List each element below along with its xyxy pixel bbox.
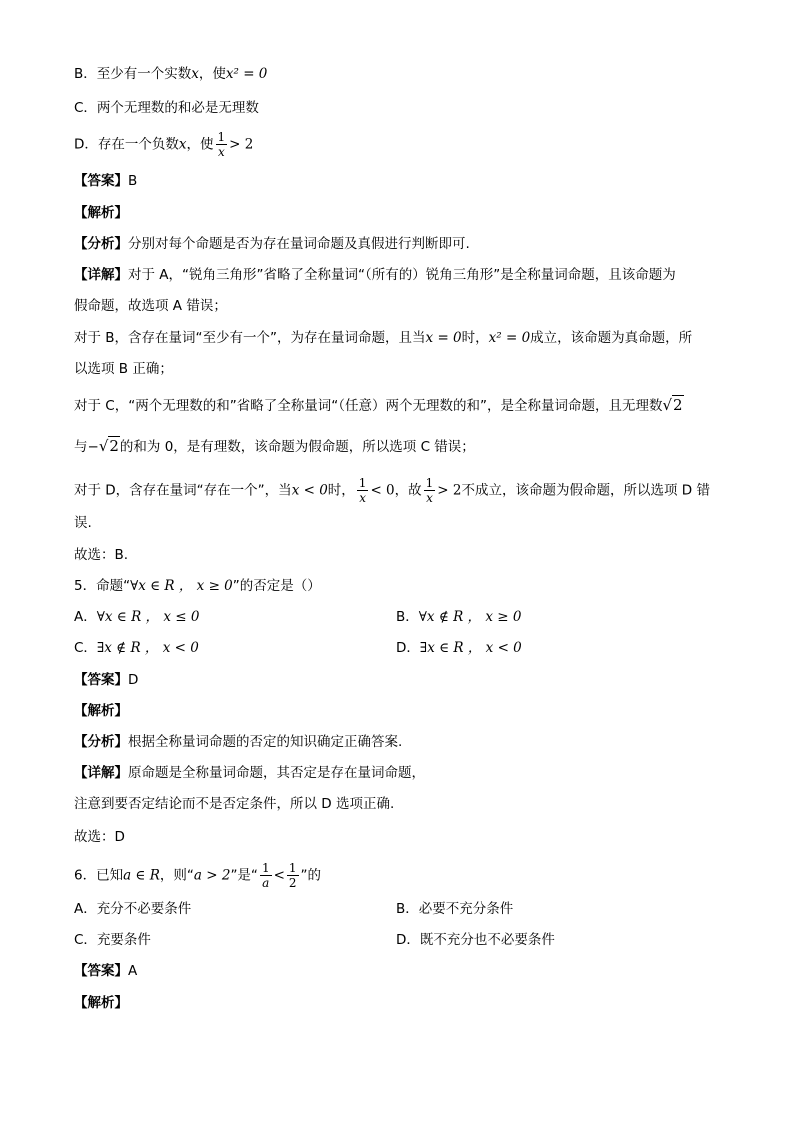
option-d <box>74 130 253 159</box>
q6-option-c <box>74 930 151 950</box>
fraction-denominator: 2 <box>288 876 297 890</box>
text: 的和为 0，是有理数，该命题为假命题，所以选项 C 错误； <box>119 439 475 455</box>
fraction-denominator: x <box>359 491 366 505</box>
q6-option-a <box>74 899 191 919</box>
text: 时， <box>461 330 489 346</box>
fraction-numerator: 1 <box>358 476 367 490</box>
math-expr: ∃x ∈ R ， x < 0 <box>419 640 522 656</box>
fraction-denominator: x <box>426 491 433 505</box>
option-label: D． <box>396 640 420 656</box>
fraction-denominator: x <box>217 145 225 159</box>
detail-text: 对于 A，“锐角三角形”省略了全称量词“（所有的）锐角三角形”是全称量词命题，且该命题为 <box>128 267 676 283</box>
minus-sign: − <box>87 439 99 455</box>
math-var: x <box>178 136 187 153</box>
option-text: 既不充分也不必要条件 <box>419 932 555 948</box>
fraction-denominator: a <box>262 876 270 890</box>
fraction-numerator: 1 <box>288 861 297 875</box>
text: ”的否定是（） <box>232 578 321 594</box>
answer-value: D <box>128 672 139 688</box>
fenxi-label: 【分析】 <box>74 236 128 252</box>
option-d-text: D．存在一个负数 <box>74 136 179 153</box>
detail-b-line-2: 以选项 B 正确； <box>74 361 173 377</box>
option-label: D． <box>396 932 420 948</box>
math-expr: > 2 <box>229 136 254 153</box>
option-text: 充要条件 <box>96 932 151 948</box>
option-label: B． <box>396 901 419 917</box>
text: 成立，该命题为真命题，所 <box>530 330 693 346</box>
math-expr: x² = 0 <box>488 330 531 346</box>
option-text: 充分不必要条件 <box>96 901 192 917</box>
fraction-numerator: 1 <box>261 861 270 875</box>
detail-b-line-1 <box>74 328 692 348</box>
option-b <box>74 64 267 84</box>
answer-label: 【答案】 <box>74 173 128 189</box>
text: 与 <box>74 439 88 455</box>
detail-label: 【详解】 <box>74 267 128 283</box>
detail-a-line-2: 假命题，故选项 A 错误； <box>74 298 227 314</box>
text: 对于 C，“两个无理数的和”省略了全称量词“（任意）两个无理数的和”，是全称量词命题，且无理数 <box>74 398 663 414</box>
text: ，故 <box>394 482 422 499</box>
text: 对于 D，含存在量词“存在一个”，当 <box>74 482 292 499</box>
math-expr: x = 0 <box>425 330 462 346</box>
sqrt: √2 <box>98 437 119 455</box>
answer-label: 【答案】 <box>74 672 128 688</box>
text: 时， <box>327 482 355 499</box>
detail-c-line-1 <box>74 395 684 416</box>
answer-value: A <box>128 963 138 979</box>
q6-answer-line <box>74 961 137 981</box>
text: ”是“ <box>230 867 258 884</box>
question-5-stem <box>74 576 321 596</box>
fraction <box>216 130 228 159</box>
fenxi-text: 分别对每个命题是否为存在量词命题及真假进行判断即可. <box>128 236 470 252</box>
sqrt: √2 <box>662 396 683 414</box>
choose-line: 故选：B. <box>74 547 129 563</box>
detail-line <box>74 265 676 285</box>
q6-option-b <box>396 899 513 919</box>
text: 对于 B，含存在量词“至少有一个”，为存在量词命题，且当 <box>74 330 426 346</box>
option-b-text: B．至少有一个实数 <box>74 66 192 82</box>
fraction <box>424 476 436 505</box>
q5-fenxi-line <box>74 732 402 752</box>
q5-option-b <box>396 607 521 627</box>
fraction-numerator: 1 <box>217 130 226 144</box>
answer-label: 【答案】 <box>74 963 128 979</box>
detail-d-line-2: 误. <box>74 515 92 531</box>
option-label: C． <box>74 640 97 656</box>
fraction-numerator: 1 <box>425 476 434 490</box>
q5-detail-line-2: 注意到要否定结论而不是否定条件，所以 D 选项正确. <box>74 796 395 812</box>
fraction <box>260 861 272 890</box>
analysis-label: 【解析】 <box>74 205 128 221</box>
math-var: x <box>191 66 199 82</box>
q6-analysis-label: 【解析】 <box>74 995 128 1011</box>
less-than-sign: < <box>273 867 285 884</box>
q5-analysis-label: 【解析】 <box>74 703 128 719</box>
option-label: B． <box>396 609 419 625</box>
math-expr: x² = 0 <box>225 66 268 82</box>
text: 6．已知 <box>74 867 124 884</box>
math-expr: a > 2 <box>193 867 231 884</box>
detail-label: 【详解】 <box>74 765 128 781</box>
math-expr: > 2 <box>437 482 462 499</box>
math-expr: ∀x ∈ R ， x ≥ 0 <box>130 578 233 594</box>
fenxi-text: 根据全称量词命题的否定的知识确定正确答案. <box>128 734 403 750</box>
option-b-text-2: ，使 <box>198 66 226 82</box>
answer-value: B <box>128 173 138 189</box>
option-d-text-2: ，使 <box>186 136 214 153</box>
answer-line <box>74 171 137 191</box>
q5-answer-line <box>74 670 138 690</box>
detail-c-line-2 <box>74 436 475 457</box>
option-text: 必要不充分条件 <box>418 901 514 917</box>
q5-choose-line: 故选：D <box>74 829 125 845</box>
q5-detail-line <box>74 763 425 783</box>
text: ，则“ <box>159 867 194 884</box>
q5-option-d <box>396 638 522 658</box>
fenxi-line <box>74 234 470 254</box>
sqrt-radicand: 2 <box>109 437 119 455</box>
math-expr: a ∈ R <box>123 867 160 884</box>
math-expr: x < 0 <box>291 482 328 499</box>
math-expr: ∃x ∉ R ， x < 0 <box>96 640 199 656</box>
q6-option-d <box>396 930 555 950</box>
math-expr: ∀x ∈ R ， x ≤ 0 <box>96 609 200 625</box>
math-expr: ∀x ∉ R ， x ≥ 0 <box>418 609 522 625</box>
option-label: A． <box>74 901 97 917</box>
math-expr: < 0 <box>370 482 395 499</box>
question-6-stem <box>74 861 321 890</box>
detail-text: 原命题是全称量词命题，其否定是存在量词命题， <box>128 765 425 781</box>
q5-option-a <box>74 607 199 627</box>
text: 不成立，该命题为假命题，所以选项 D 错 <box>461 482 710 499</box>
text: ”的 <box>300 867 322 884</box>
fenxi-label: 【分析】 <box>74 734 128 750</box>
text: 5．命题“ <box>74 578 131 594</box>
fraction <box>287 861 299 890</box>
sqrt-radicand: 2 <box>673 396 683 414</box>
fraction <box>357 476 369 505</box>
option-label: A． <box>74 609 97 625</box>
option-c: C．两个无理数的和必是无理数 <box>74 100 259 116</box>
option-label: C． <box>74 932 97 948</box>
q5-option-c <box>74 638 199 658</box>
detail-d-line-1 <box>74 476 710 505</box>
